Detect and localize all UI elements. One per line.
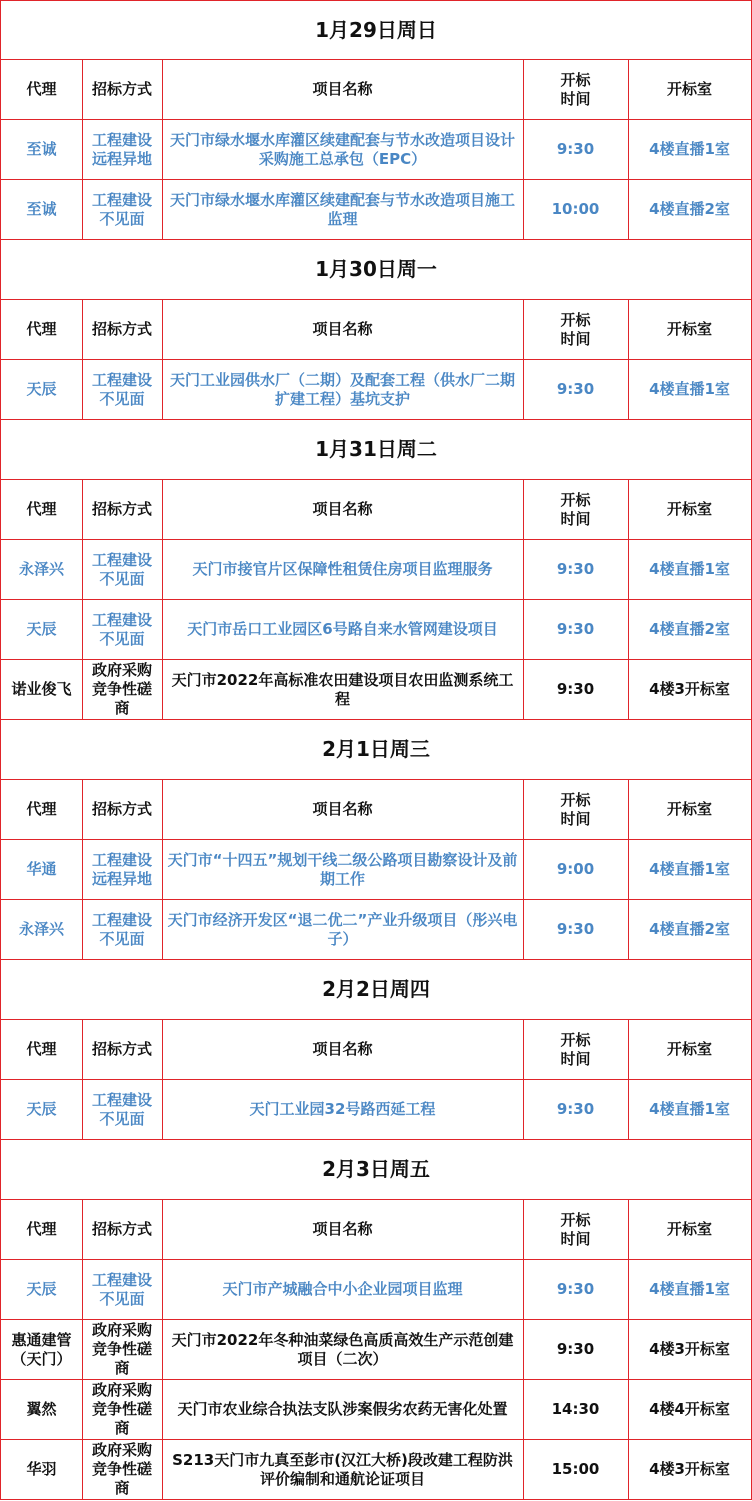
- agent-cell: 至诚: [0, 120, 83, 180]
- time-cell: 9:30: [523, 900, 629, 960]
- time-cell: 9:30: [523, 120, 629, 180]
- project-name-cell: 天门市绿水堰水库灌区续建配套与节水改造项目设计采购施工总承包（EPC）: [162, 120, 524, 180]
- method-cell: 工程建设 不见面: [82, 1080, 163, 1140]
- table-row: [0, 840, 752, 900]
- header-name: 项目名称: [162, 60, 524, 120]
- agent-cell: 翼然: [0, 1380, 83, 1440]
- agent-cell: 天辰: [0, 1260, 83, 1320]
- header-method: 招标方式: [82, 480, 163, 540]
- header-room: 开标室: [628, 1020, 752, 1080]
- room-cell: 4楼3开标室: [628, 1440, 752, 1500]
- time-cell: 9:30: [523, 540, 629, 600]
- day-title-row: [0, 420, 752, 480]
- room-cell: 4楼直播2室: [628, 900, 752, 960]
- agent-cell: 惠通建管 （天门）: [0, 1320, 83, 1380]
- agent-cell: 至诚: [0, 180, 83, 240]
- project-name-cell: 天门市农业综合执法支队涉案假劣农药无害化处置: [162, 1380, 524, 1440]
- agent-cell: 天辰: [0, 1080, 83, 1140]
- header-name: 项目名称: [162, 300, 524, 360]
- header-agent: 代理: [0, 300, 83, 360]
- day-title: 1月29日周日: [0, 0, 752, 60]
- day-title: 2月3日周五: [0, 1140, 752, 1200]
- header-agent: 代理: [0, 480, 83, 540]
- day-title-row: [0, 1140, 752, 1200]
- method-cell: 政府采购 竞争性磋 商: [82, 1320, 163, 1380]
- project-name-cell: S213天门市九真至彭市(汉江大桥)段改建工程防洪评价编制和通航论证项目: [162, 1440, 524, 1500]
- room-cell: 4楼直播1室: [628, 1080, 752, 1140]
- table-row: [0, 900, 752, 960]
- room-cell: 4楼直播1室: [628, 120, 752, 180]
- header-time: 开标 时间: [523, 780, 629, 840]
- column-header-row: [0, 1020, 752, 1080]
- room-cell: 4楼直播1室: [628, 1260, 752, 1320]
- day-title-row: [0, 960, 752, 1020]
- day-title: 1月30日周一: [0, 240, 752, 300]
- day-title: 2月1日周三: [0, 720, 752, 780]
- room-cell: 4楼直播1室: [628, 840, 752, 900]
- project-name-cell: 天门市经济开发区“退二优二”产业升级项目（彤兴电子）: [162, 900, 524, 960]
- header-time: 开标 时间: [523, 300, 629, 360]
- method-cell: 工程建设 远程异地: [82, 120, 163, 180]
- header-agent: 代理: [0, 1200, 83, 1260]
- header-name: 项目名称: [162, 1200, 524, 1260]
- table-row: [0, 540, 752, 600]
- agent-cell: 华羽: [0, 1440, 83, 1500]
- method-cell: 工程建设 远程异地: [82, 840, 163, 900]
- room-cell: 4楼直播2室: [628, 180, 752, 240]
- project-name-cell: 天门市岳口工业园区6号路自来水管网建设项目: [162, 600, 524, 660]
- header-name: 项目名称: [162, 780, 524, 840]
- column-header-row: [0, 300, 752, 360]
- header-method: 招标方式: [82, 60, 163, 120]
- header-method: 招标方式: [82, 1020, 163, 1080]
- header-time: 开标 时间: [523, 60, 629, 120]
- method-cell: 工程建设 不见面: [82, 540, 163, 600]
- method-cell: 政府采购 竞争性磋 商: [82, 1440, 163, 1500]
- agent-cell: 天辰: [0, 360, 83, 420]
- time-cell: 9:00: [523, 840, 629, 900]
- agent-cell: 诺业俊飞: [0, 660, 83, 720]
- room-cell: 4楼直播2室: [628, 600, 752, 660]
- time-cell: 9:30: [523, 600, 629, 660]
- method-cell: 工程建设 不见面: [82, 900, 163, 960]
- room-cell: 4楼4开标室: [628, 1380, 752, 1440]
- header-room: 开标室: [628, 480, 752, 540]
- header-name: 项目名称: [162, 480, 524, 540]
- project-name-cell: 天门市2022年冬种油菜绿色高质高效生产示范创建项目（二次）: [162, 1320, 524, 1380]
- day-title-row: [0, 720, 752, 780]
- project-name-cell: 天门工业园32号路西延工程: [162, 1080, 524, 1140]
- time-cell: 9:30: [523, 1320, 629, 1380]
- header-agent: 代理: [0, 60, 83, 120]
- column-header-row: [0, 1200, 752, 1260]
- day-title-row: [0, 240, 752, 300]
- table-row: [0, 1080, 752, 1140]
- method-cell: 工程建设 不见面: [82, 600, 163, 660]
- table-row: [0, 120, 752, 180]
- table-row: [0, 660, 752, 720]
- header-room: 开标室: [628, 1200, 752, 1260]
- table-row: [0, 360, 752, 420]
- method-cell: 政府采购 竞争性磋 商: [82, 660, 163, 720]
- table-row: [0, 1320, 752, 1380]
- column-header-row: [0, 480, 752, 540]
- header-time: 开标 时间: [523, 480, 629, 540]
- project-name-cell: 天门市产城融合中小企业园项目监理: [162, 1260, 524, 1320]
- header-name: 项目名称: [162, 1020, 524, 1080]
- time-cell: 9:30: [523, 360, 629, 420]
- project-name-cell: 天门工业园供水厂（二期）及配套工程（供水厂二期扩建工程）基坑支护: [162, 360, 524, 420]
- project-name-cell: 天门市2022年高标准农田建设项目农田监测系统工程: [162, 660, 524, 720]
- time-cell: 9:30: [523, 660, 629, 720]
- table-row: [0, 1260, 752, 1320]
- column-header-row: [0, 780, 752, 840]
- room-cell: 4楼3开标室: [628, 1320, 752, 1380]
- day-title: 1月31日周二: [0, 420, 752, 480]
- method-cell: 工程建设 不见面: [82, 180, 163, 240]
- method-cell: 政府采购 竞争性磋 商: [82, 1380, 163, 1440]
- time-cell: 10:00: [523, 180, 629, 240]
- header-method: 招标方式: [82, 1200, 163, 1260]
- agent-cell: 永泽兴: [0, 900, 83, 960]
- header-time: 开标 时间: [523, 1020, 629, 1080]
- table-row: [0, 180, 752, 240]
- room-cell: 4楼直播1室: [628, 360, 752, 420]
- header-room: 开标室: [628, 300, 752, 360]
- header-method: 招标方式: [82, 780, 163, 840]
- header-room: 开标室: [628, 60, 752, 120]
- time-cell: 14:30: [523, 1380, 629, 1440]
- agent-cell: 天辰: [0, 600, 83, 660]
- header-method: 招标方式: [82, 300, 163, 360]
- project-name-cell: 天门市“十四五”规划干线二级公路项目勘察设计及前期工作: [162, 840, 524, 900]
- room-cell: 4楼直播1室: [628, 540, 752, 600]
- table-row: [0, 1440, 752, 1500]
- day-title: 2月2日周四: [0, 960, 752, 1020]
- agent-cell: 永泽兴: [0, 540, 83, 600]
- column-header-row: [0, 60, 752, 120]
- project-name-cell: 天门市绿水堰水库灌区续建配套与节水改造项目施工监理: [162, 180, 524, 240]
- table-row: [0, 600, 752, 660]
- header-time: 开标 时间: [523, 1200, 629, 1260]
- time-cell: 9:30: [523, 1260, 629, 1320]
- project-name-cell: 天门市接官片区保障性租赁住房项目监理服务: [162, 540, 524, 600]
- day-title-row: [0, 0, 752, 60]
- room-cell: 4楼3开标室: [628, 660, 752, 720]
- time-cell: 15:00: [523, 1440, 629, 1500]
- method-cell: 工程建设 不见面: [82, 360, 163, 420]
- header-room: 开标室: [628, 780, 752, 840]
- method-cell: 工程建设 不见面: [82, 1260, 163, 1320]
- agent-cell: 华通: [0, 840, 83, 900]
- time-cell: 9:30: [523, 1080, 629, 1140]
- header-agent: 代理: [0, 780, 83, 840]
- header-agent: 代理: [0, 1020, 83, 1080]
- table-row: [0, 1380, 752, 1440]
